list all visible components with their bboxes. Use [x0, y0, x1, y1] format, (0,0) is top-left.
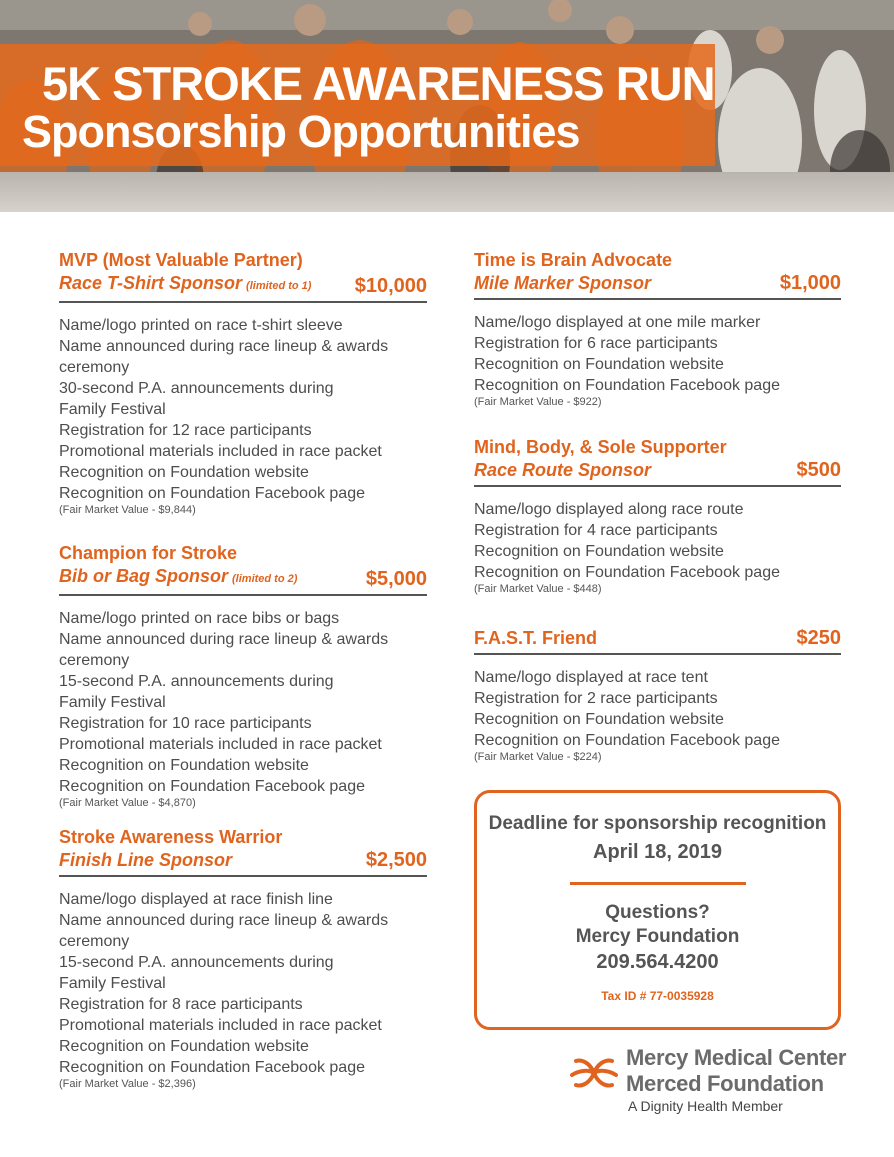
logo-name-line2: Merced Foundation: [626, 1071, 824, 1096]
deadline-date: April 18, 2019: [593, 841, 722, 863]
benefit-item: Name/logo displayed along race route: [474, 501, 744, 518]
benefit-item: Recognition on Foundation Facebook page: [59, 778, 365, 795]
benefit-item: Recognition on Foundation Facebook page: [59, 485, 365, 502]
tier-name: Mind, Body, & Sole Supporter: [474, 437, 727, 457]
fair-market-value: (Fair Market Value - $224): [474, 751, 602, 763]
deadline-label: Deadline for sponsorship recognition: [488, 813, 827, 834]
benefit-list: [474, 499, 841, 583]
benefit-item: Recognition on Foundation website: [474, 543, 724, 560]
tier-subtitle: Finish Line Sponsor: [59, 850, 233, 870]
fair-market-value: (Fair Market Value - $2,396): [59, 1078, 196, 1090]
benefit-item: Promotional materials included in race packet: [59, 443, 382, 460]
benefit-item: Recognition on Foundation Facebook page: [474, 377, 780, 394]
benefit-item: Name/logo printed on race bibs or bags: [59, 610, 340, 627]
benefit-item: Recognition on Foundation Facebook page: [474, 564, 780, 581]
tier-name: Champion for Stroke: [59, 543, 238, 563]
benefit-item: Recognition on Foundation website: [59, 757, 309, 774]
benefit-item: Registration for 2 race participants: [474, 690, 718, 707]
benefit-item: 15-second P.A. announcements during Family Festival: [59, 673, 334, 711]
benefit-item: Registration for 8 race participants: [59, 996, 303, 1013]
benefit-item: Recognition on Foundation website: [474, 711, 724, 728]
tier-champion: [59, 542, 427, 810]
tier-price: $10,000: [354, 275, 427, 297]
benefit-item: Promotional materials included in race packet: [59, 736, 382, 753]
tier-subtitle: Bib or Bag Sponsor (limited to 2): [59, 566, 298, 586]
questions-label: Questions?: [605, 902, 710, 923]
benefit-list: [59, 315, 427, 504]
tier-name: Time is Brain Advocate: [474, 250, 673, 270]
tier-price: $5,000: [365, 568, 427, 590]
contact-phone[interactable]: 209.564.4200: [596, 951, 719, 973]
benefit-item: 30-second P.A. announcements during Family Festival: [59, 380, 334, 418]
tier-name: Stroke Awareness Warrior: [59, 827, 283, 847]
benefit-list: [59, 608, 427, 797]
tier-header: [59, 249, 427, 303]
tier-name: MVP (Most Valuable Partner): [59, 250, 303, 270]
foundation-logo: [568, 1045, 868, 1120]
fair-market-value: (Fair Market Value - $4,870): [59, 797, 196, 809]
tier-friend: [474, 627, 841, 764]
benefit-item: Name/logo printed on race t-shirt sleeve: [59, 317, 343, 334]
page-title: 5K STROKE AWARENESS RUN: [42, 57, 715, 110]
benefit-list: [474, 667, 841, 751]
benefit-item: Registration for 4 race participants: [474, 522, 718, 539]
tier-header: [474, 249, 841, 300]
benefit-list: [59, 889, 427, 1078]
benefit-item: Name/logo displayed at race finish line: [59, 891, 333, 908]
tier-name: F.A.S.T. Friend: [474, 628, 598, 648]
road-strip: [0, 172, 894, 212]
tier-header: [59, 542, 427, 596]
tier-price: $500: [796, 459, 841, 481]
fair-market-value: (Fair Market Value - $448): [474, 583, 602, 595]
tier-subtitle: Race T-Shirt Sponsor (limited to 1): [59, 273, 312, 293]
tier-header: [474, 436, 841, 487]
deadline-box: [474, 790, 841, 1030]
benefit-item: Registration for 10 race participants: [59, 715, 312, 732]
fair-market-value: (Fair Market Value - $922): [474, 396, 602, 408]
contact-name: Mercy Foundation: [575, 926, 740, 947]
benefit-item: Recognition on Foundation website: [59, 1038, 309, 1055]
tier-header: [474, 627, 841, 655]
benefit-item: Recognition on Foundation Facebook page: [59, 1059, 365, 1076]
tier-advocate: [474, 249, 841, 409]
tax-id: Tax ID # 77-0035928: [601, 989, 714, 1003]
header-banner: [0, 0, 894, 212]
tier-price: $2,500: [365, 849, 427, 871]
logo-name-line1: Mercy Medical Center: [626, 1045, 847, 1070]
tier-mvp: [59, 249, 427, 517]
benefit-item: Registration for 6 race participants: [474, 335, 718, 352]
fair-market-value: (Fair Market Value - $9,844): [59, 504, 196, 516]
benefit-item: 15-second P.A. announcements during Family Festival: [59, 954, 334, 992]
benefit-item: Registration for 12 race participants: [59, 422, 312, 439]
logo-tagline: A Dignity Health Member: [628, 1098, 783, 1114]
benefit-item: Promotional materials included in race packet: [59, 1017, 382, 1034]
divider: [570, 882, 746, 885]
page-subtitle: Sponsorship Opportunities: [22, 106, 580, 157]
tier-price: $250: [796, 627, 841, 649]
tier-warrior: [59, 826, 427, 1091]
tier-subtitle: Mile Marker Sponsor: [474, 273, 652, 293]
benefit-item: Name/logo displayed at one mile marker: [474, 314, 761, 331]
tier-limit: (limited to 1): [246, 280, 312, 292]
tier-subtitle: Race Route Sponsor: [474, 460, 652, 480]
benefit-item: Name announced during race lineup & awards ceremony: [59, 912, 389, 950]
benefit-list: [474, 312, 841, 396]
benefit-item: Name/logo displayed at race tent: [474, 669, 708, 686]
benefit-item: Recognition on Foundation website: [474, 356, 724, 373]
tier-price: $1,000: [779, 272, 841, 294]
tier-supporter: [474, 436, 841, 596]
benefit-item: Recognition on Foundation Facebook page: [474, 732, 780, 749]
tier-header: [59, 826, 427, 877]
benefit-item: Name announced during race lineup & awards ceremony: [59, 338, 389, 376]
benefit-item: Recognition on Foundation website: [59, 464, 309, 481]
flower-logo-icon: [568, 1049, 620, 1097]
benefit-item: Name announced during race lineup & awards ceremony: [59, 631, 389, 669]
tier-limit: (limited to 2): [232, 573, 298, 585]
